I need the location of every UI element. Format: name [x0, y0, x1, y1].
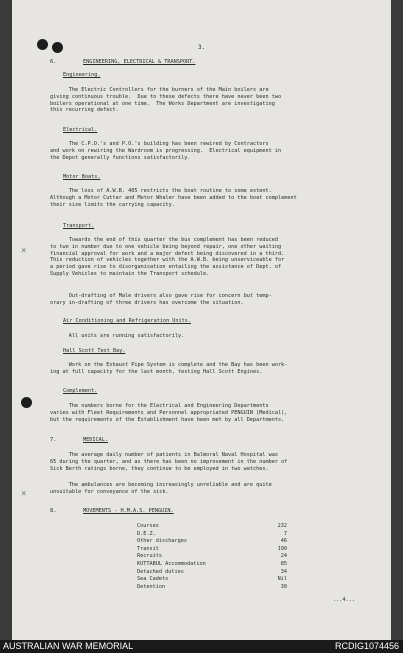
- row-value: 30: [280, 583, 287, 590]
- row-label: Detached duties: [137, 568, 184, 575]
- row-label: Detention: [137, 583, 166, 590]
- row-value: 24: [280, 553, 287, 560]
- paragraph-air-conditioning: All units are running satisfactorily.: [50, 333, 185, 339]
- archive-footer: [0, 640, 403, 653]
- margin-mark-icon: ×: [21, 489, 27, 499]
- table-row: [137, 561, 287, 569]
- subheading-electrical: Electrical.: [63, 127, 98, 133]
- row-label: Sea Cadets: [137, 576, 169, 583]
- section-heading: ENGINEERING, ELECTRICAL & TRANSPORT.: [83, 59, 196, 65]
- section-number: 8.: [50, 508, 57, 514]
- row-value: 232: [277, 523, 287, 529]
- paragraph-hall-scott: Work on the Exhaust Pipe System is complete and the Bay has been work- ing at full capacity for the last month, testing Hall Scott Engines.: [50, 362, 288, 375]
- punch-hole: [37, 39, 48, 50]
- subheading-complement: Complement.: [63, 388, 98, 394]
- table-row: [137, 531, 287, 539]
- punch-hole: [21, 397, 32, 408]
- row-label: Courses: [137, 523, 159, 529]
- row-value: 34: [280, 568, 287, 575]
- footer-source: AUSTRALIAN WAR MEMORIAL: [3, 641, 134, 651]
- paragraph-transport-drivers: Out-drafting of Male drivers also gave rise for concern but temp- orary in-drafting of three drivers has overcome the situation.: [50, 293, 272, 306]
- table-row: [137, 523, 287, 531]
- table-row: [137, 553, 287, 561]
- subheading-engineering: Engineering.: [63, 72, 101, 78]
- row-value: 46: [280, 538, 287, 545]
- movements-table: [137, 523, 287, 591]
- row-value: 190: [277, 545, 287, 552]
- margin-mark-icon: ×: [21, 246, 27, 256]
- footer-record-id: RCDIG1074456: [334, 641, 399, 651]
- section-heading-medical: MEDICAL.: [83, 437, 108, 443]
- continuation-marker: ...4...: [333, 597, 355, 603]
- table-row: [137, 576, 287, 584]
- subheading-motor-boats: Motor Boats.: [63, 174, 101, 180]
- table-row: [137, 569, 287, 577]
- paragraph-electrical: The C.P.O.'s and P.O.'s building has been rewired by Contractors and work on rewiring the Wardroom is progressing. Electrical equipment in the Depot generally functions satisfactorily.: [50, 141, 282, 161]
- table-row: [137, 546, 287, 554]
- subheading-air-conditioning: Air Conditioning and Refrigeration Units.: [63, 318, 192, 324]
- subheading-hall-scott: Hall Scott Test Bay.: [63, 348, 126, 354]
- section-number: 6.: [50, 59, 57, 65]
- subheading-transport: Transport.: [63, 223, 95, 229]
- document-page: [12, 0, 391, 640]
- row-label: Transit: [137, 545, 159, 552]
- punch-hole: [52, 42, 63, 53]
- table-row: [137, 584, 287, 592]
- paragraph-medical: The average daily number of patients in Balmoral Naval Hospital was 65 during the quarter, and as there has been no improvement in the number of Sick Berth ratings borne, they continue to be employed in two watches.: [50, 452, 288, 472]
- row-label: KUTTABUL Accommodation: [137, 560, 206, 567]
- row-value: 85: [280, 560, 287, 567]
- paragraph-motor-boats: The loss of A.W.B. 405 restricts the boat routine to some extent. Although a Motor Cutter and Motor Whaler have been added to the boat complement their size limits the carrying capacity.: [50, 188, 297, 208]
- section-number: 7.: [50, 437, 57, 443]
- table-row: [137, 538, 287, 546]
- row-label: Other discharges: [137, 538, 187, 545]
- paragraph-complement: The numbers borne for the Electrical and Engineering Departments varies with Fleet Requirements and Personnel appropriated PENGUIN (Medical), but the requirements of the Establishment have been met by all Departments.: [50, 403, 288, 423]
- row-value: Nil: [277, 576, 287, 583]
- row-label: Recruits: [137, 553, 162, 560]
- section-heading-movements: MOVEMENTS - H.M.A.S. PENGUIN.: [83, 508, 174, 514]
- paragraph-engineering: The Electric Controllers for the burners of the Main boilers are giving continuous trouble. Due to these defects there have never been two boilers operational at one time. The Works Department are investigating this recurring defect.: [50, 87, 282, 114]
- row-label: D.E.Z.: [137, 530, 156, 537]
- row-value: 7: [283, 530, 287, 537]
- page-number: 3.: [198, 44, 206, 51]
- paragraph-transport: Towards the end of this quarter the bus complement has been reduced to two in number due to one vehicle being beyond repair, one other waiting financial approval for work and a major defect being discovered in a third. This reduction of vehicles together with the A.W.B. being unserviceable for a period gave rise to disorganisation entailing the assistance of Dept. of Supply Vehicles to maintain the Transport schedule.: [50, 237, 285, 277]
- paragraph-ambulances: The ambulances are becoming increasingly unreliable and are quite unsuitable for conveyance of the sick.: [50, 482, 272, 495]
